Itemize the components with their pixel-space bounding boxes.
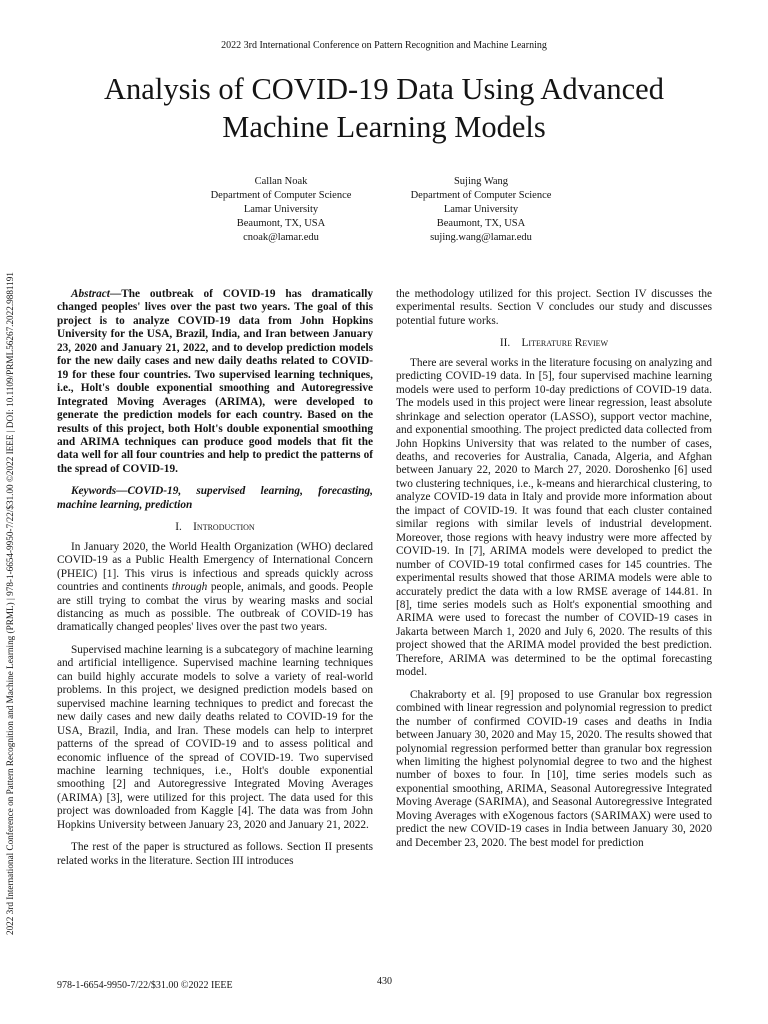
page-number: 430 xyxy=(377,976,392,987)
author-dept: Department of Computer Science xyxy=(210,190,352,201)
intro-p1-emphasis: through xyxy=(171,581,208,594)
author-dept: Department of Computer Science xyxy=(410,190,552,201)
intro-paragraph-3: The rest of the paper is structured as follows. Section II presents related works in the literature. Section III introduces xyxy=(57,841,373,867)
intro-paragraph-1 xyxy=(57,541,373,635)
right-column xyxy=(396,288,712,859)
lit-paragraph-1: There are several works in the literature focusing on analyzing and predicting COVID-19 data. In [5], four supervised machine learning models were used to perform 10-day predictions of COVID-19 data. The models used in this project were linear regression, least absolute shrinkage and selection operator (LASSO), support vector machine, and exponential smoothing. The project predicted data collected from John Hopkins University that was related to the number of cases, deaths, and recoveries for Australia, Canada, Algeria, and Afghan between January 22, 2020 to March 27, 2020. Doroshenko [6] used two clustering techniques, i.e., k-means and hierarchical clustering, to analyze COVID-19 data in Italy and provide more information about the impact of COVID-19. It was found that each cluster contained similar regions with similar levels of industrial development. Moreover, those regions with heavy industry were more affected by COVID-19. In [7], ARIMA models were developed to predict the number of COVID-19 total confirmed cases for 145 countries. The experimental results showed that those ARIMA models were able to accurately predict the data with a low RMSE average of 144.81. In [8], time series models such as Holt's exponential smoothing and ARIMA were used to forecast the number of COVID-19 cases in Jakarta between March 1, 2020 and July 6, 2020. The results of this project showed that the ARIMA model provided the best prediction. Therefore, ARIMA was determined to be the optimal forecasting model. xyxy=(396,356,712,679)
author-email: sujing.wang@lamar.edu xyxy=(430,232,532,243)
keywords xyxy=(57,485,373,512)
abstract-text: —The outbreak of COVID-19 has dramatically changed peoples' lives over the past two years. The goal of this project is to analyze COVID-19 data from John Hopkins University for the USA, Brazil, India, and Iran between January 23, 2020 and January 21, 2022, and to develop prediction models for the new daily cases and new daily deaths related to COVID-19 for these four countries. Two supervised learning techniques, i.e., Holt's double exponential smoothing and Autoregressive Integrated Moving Averages (ARIMA), were developed to generate the prediction models for each country. Based on the results of this project, both Holt's double exponential smoothing and ARIMA techniques can produce good models that fit the data well for all four countries and help to predict the patterns of the spread of COVID-19. xyxy=(57,288,373,475)
lit-paragraph-2: Chakraborty et al. [9] proposed to use Granular box regression combined with linear regression and polynomial regression to predict the number of confirmed COVID-19 cases and deaths in India between January 30, 2020 and May 15, 2020. The results showed that polynomial regression performed better than granular box regression when limiting the highest polynomial degree to two and the highest number of boxes to four. In [10], time series models such as exponential smoothing, ARIMA, Seasonal Autoregressive Integrated Moving Average (SARIMA), and Seasonal Autoregressive Integrated Moving Averages with eXogenous factors (SARIMAX) were used to predict the new COVID-19 cases in India between January 30, 2020 and December 23, 2020. The best model for prediction xyxy=(396,688,712,849)
title-line-1: Analysis of COVID-19 Data Using Advanced xyxy=(104,72,664,106)
intro-p1-end: people, animals, and goods. People are still trying to combat the virus by wearing masks and social distancing as much as possible. The outbreak of COVID-19 has dramatically changed peoples' lives over the past two years. xyxy=(57,581,373,634)
intro-continuation: the methodology utilized for this project. Section IV discusses the experimental results. Section V concludes our study and discusses potential future works. xyxy=(396,288,712,327)
keywords-text: —COVID-19, supervised learning, forecasting, machine learning, prediction xyxy=(57,485,373,511)
conference-header: 2022 3rd International Conference on Pattern Recognition and Machine Learning xyxy=(221,40,547,51)
abstract xyxy=(57,288,373,476)
paper-title xyxy=(60,70,708,146)
author-block-2 xyxy=(381,175,581,245)
section-heading-introduction: I. Introduction xyxy=(175,521,255,534)
author-city: Beaumont, TX, USA xyxy=(436,218,526,229)
abstract-label: Abstract xyxy=(71,288,110,300)
keywords-label: Keywords xyxy=(71,485,117,498)
author-city: Beaumont, TX, USA xyxy=(236,218,326,229)
author-name: Callan Noak xyxy=(254,176,308,187)
left-column xyxy=(57,288,373,877)
author-univ: Lamar University xyxy=(443,204,519,215)
footer-isbn: 978-1-6654-9950-7/22/$31.00 ©2022 IEEE xyxy=(57,980,233,991)
side-strip-citation: 2022 3rd International Conference on Pattern Recognition and Machine Learning (PRML) | 978-1-6654-9950-7/22/$31.00 ©2022 IEEE | DOI: 10.1109/PRML56267.2022.9881191 xyxy=(5,272,15,935)
intro-paragraph-2: Supervised machine learning is a subcategory of machine learning and artificial intelligence. Supervised machine learning techniques can build highly accurate models to solve a variety of real-world problems. In this project, we designed prediction models based on supervised machine learning techniques to predict and forecast the new daily cases and new daily deaths related to COVID-19 for the USA, Brazil, India, and Iran. These models can help to interpret patterns of the spread of COVID-19 and to assess political and economic influence of the spread of COVID-19. Two supervised machine learning techniques, i.e., Holt's double exponential smoothing [2] and Autoregressive Integrated Moving Averages (ARIMA) [3], were utilized for this project. The data used for this project was downloaded from Kaggle [4]. The data was from John Hopkins University between January 23, 2020 and January 21, 2022. xyxy=(57,643,373,831)
author-univ: Lamar University xyxy=(243,204,319,215)
author-name: Sujing Wang xyxy=(453,176,509,187)
title-line-2: Machine Learning Models xyxy=(222,110,546,144)
author-block-1 xyxy=(181,175,381,245)
section-heading-literature-review: II. Literature Review xyxy=(499,337,609,350)
intro-p1-start: In January 2020, the World Health Organization (WHO) declared COVID-19 as a Public Health Emergency of International Concern (PHEIC) [1]. This virus is infectious and spreads quickly across countries and continents xyxy=(57,540,373,594)
author-email: cnoak@lamar.edu xyxy=(243,232,319,243)
